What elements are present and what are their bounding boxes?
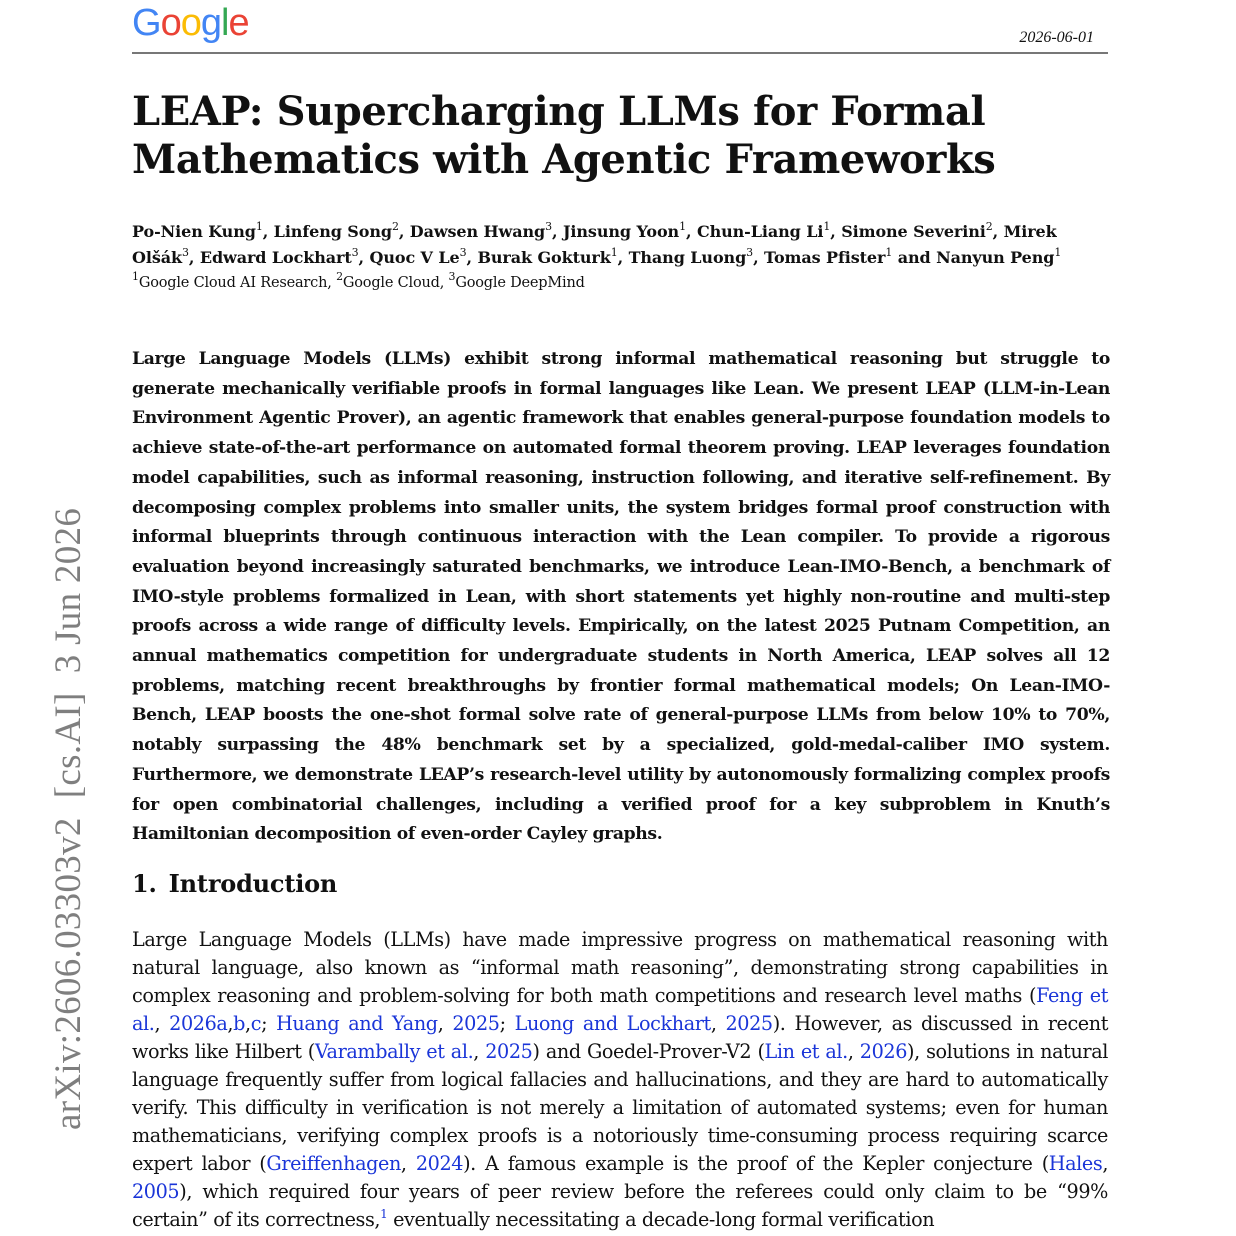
author-name: Simone Severini <box>841 222 986 241</box>
logo-letter-o1: o <box>160 2 181 44</box>
affiliation-name: Google DeepMind <box>455 275 585 291</box>
author-affiliation-marker: 3 <box>181 246 189 259</box>
section-number: 1. <box>132 869 157 898</box>
header-rule <box>132 52 1108 54</box>
intro-text: ), solutions in natural language frequently suffer from logical fallacies and hallucinations, and they are hard to automatically verify. This difficulty in verification is not merely a limitation of automated systems; even for human mathematicians, verifying complex proofs is a notoriously time-consuming process requiring scarce expert labor ( <box>132 1040 1108 1175</box>
affiliation-name: Google Cloud <box>342 275 440 291</box>
publication-date: 2026-06-01 <box>1019 29 1094 46</box>
author-affiliation-marker: 1 <box>610 246 618 259</box>
author-name: Tomas Pfister <box>764 248 886 267</box>
citation-link[interactable]: 2025 <box>485 1040 533 1063</box>
author-name: Burak Gokturk <box>477 248 611 267</box>
author-name: Chun-Liang Li <box>696 222 824 241</box>
section-heading <box>132 867 337 901</box>
citation-link[interactable]: c <box>250 1012 262 1035</box>
citation-link[interactable]: 2026a <box>169 1012 228 1035</box>
intro-text: , <box>245 1012 251 1035</box>
author-affiliation-marker: 1 <box>823 220 831 233</box>
author-affiliation-marker: 1 <box>255 220 263 233</box>
citation-link[interactable]: Feng et al. <box>132 984 1109 1035</box>
affiliations: $^1$Google Cloud AI Research, $^2$Google Cloud, $^3$Google DeepMind <box>132 270 585 291</box>
intro-text: , <box>1102 1152 1109 1175</box>
author-name: Po-Nien Kung <box>132 222 256 241</box>
intro-text: , <box>473 1040 486 1063</box>
author-affiliation-marker: 2 <box>985 220 993 233</box>
author-affiliation-marker: 3 <box>459 246 467 259</box>
citation-link[interactable]: b <box>233 1012 246 1035</box>
intro-paragraph <box>132 926 1108 1234</box>
intro-text: ; <box>499 1012 515 1035</box>
citation-link[interactable]: 2026 <box>859 1040 908 1063</box>
citation-link[interactable]: Hales <box>1048 1152 1103 1175</box>
author-affiliation-marker: 3 <box>351 246 359 259</box>
author-name: Mirek Olšák <box>132 222 1057 267</box>
section-title: Introduction <box>168 869 338 898</box>
affiliation-name: Google Cloud AI Research <box>138 275 328 291</box>
author-name: Jinsung Yoon <box>562 222 680 241</box>
arxiv-identifier: arXiv:2606.03303v2 [cs.AI] 3 Jun 2026 <box>48 507 89 1130</box>
author-affiliation-marker: 1 <box>885 246 893 259</box>
citation-link[interactable]: Huang and Yang <box>276 1012 438 1035</box>
logo-letter-g2: g <box>200 2 221 44</box>
intro-text: , <box>847 1040 860 1063</box>
intro-text: , <box>710 1012 726 1035</box>
author-name: Linfeng Song <box>273 222 392 241</box>
author-list: Po-Nien Kung$^1$, Linfeng Song$^2$, Dawsen Hwang$^3$, Jinsung Yoon$^1$, Chun-Liang Li$^1$, Simone Severini$^2$, Mirek Olšák$^3$, Edward Lockhart$^3$, Quoc V Le$^3$, Burak Gokturk$^1$, Thang Luong$^3$, Tomas Pfister$^1$ and Nanyun Peng$^1$ <box>132 220 1062 267</box>
author-affiliation-marker: 3 <box>746 246 754 259</box>
author-affiliation-marker: 1 <box>679 220 686 233</box>
author-separator: and <box>897 248 931 267</box>
paper-title: LEAP: Supercharging LLMs for Formal Mathematics with Agentic Frameworks <box>132 88 996 183</box>
intro-text: , <box>227 1012 234 1035</box>
author-name: Thang Luong <box>628 248 747 267</box>
author-affiliation-marker: 1 <box>1054 246 1062 259</box>
intro-text: , <box>400 1152 416 1175</box>
author-name: Nanyun Peng <box>936 248 1055 267</box>
logo-letter-l: l <box>220 2 229 44</box>
intro-text: Large Language Models (LLMs) have made impressive progress on mathematical reasoning with natural language, also known as “informal math reasoning”, demonstrating strong capabilities in complex reasoning and problem-solving for both math competitions and research level maths ( <box>132 928 1108 1007</box>
intro-text: eventually necessitating a decade-long formal verification <box>387 1208 935 1231</box>
citation-link[interactable]: Lin et al. <box>764 1040 848 1063</box>
intro-text: ) and Goedel-Prover-V2 ( <box>532 1040 765 1063</box>
intro-text: ; <box>261 1012 277 1035</box>
affiliation-number: 1 <box>132 270 139 283</box>
affiliation-number: 2 <box>336 270 343 283</box>
citation-link[interactable]: Greiffenhagen <box>266 1152 401 1175</box>
author-name: Dawsen Hwang <box>409 222 546 241</box>
citation-link[interactable]: Luong and Lockhart <box>514 1012 711 1035</box>
affiliation-number: 3 <box>448 270 456 283</box>
citation-link[interactable]: 2024 <box>415 1152 464 1175</box>
citation-link[interactable]: Varambally et al. <box>314 1040 474 1063</box>
logo-letter-e: e <box>228 2 249 44</box>
author-name: Edward Lockhart <box>199 248 352 267</box>
footnote-marker[interactable]: 1 <box>380 1207 388 1221</box>
intro-text: ). A famous example is the proof of the Kepler conjecture ( <box>463 1152 1049 1175</box>
citation-link[interactable]: 2005 <box>132 1180 180 1203</box>
intro-text: ), which required four years of peer review before the referees could only claim to be “99% certain” of its correctness, <box>132 1180 1108 1231</box>
logo-letter-o2: o <box>180 2 201 44</box>
google-logo <box>132 2 249 45</box>
citation-link[interactable]: 2025 <box>452 1012 500 1035</box>
abstract: Large Language Models (LLMs) exhibit strong informal mathematical reasoning but struggle to generate mechanically verifiable proofs in formal languages like Lean. We present LEAP (LLM-in-Lean Environment Agentic Prover), an agentic framework that enables general-purpose foundation models to achieve state-of-the-art performance on automated formal theorem proving. LEAP leverages foundation model capabilities, such as informal reasoning, instruction following, and iterative self-refinement. By decomposing complex problems into smaller units, the system bridges formal proof construction with informal blueprints through continuous interaction with the Lean compiler. To provide a rigorous evaluation beyond increasingly saturated benchmarks, we introduce Lean-IMO-Bench, a benchmark of IMO-style problems formalized in Lean, with short statements yet highly non-routine and multi-step proofs across a wide range of difficulty levels. Empirically, on the latest 2025 Putnam Competition, an annual mathematics competition for undergraduate students in North America, LEAP solves all 12 problems, matching recent breakthroughs by frontier formal mathematical models; On Lean-IMO-Bench, LEAP boosts the one-shot formal solve rate of general-purpose LLMs from below 10% to 70%, notably surpassing the 48% benchmark set by a specialized, gold-medal-caliber IMO system. Furthermore, we demonstrate LEAP’s research-level utility by autonomously formalizing complex proofs for open combinatorial challenges, including a verified proof for a key subproblem in Knuth’s Hamiltonian decomposition of even-order Cayley graphs. <box>132 349 1110 845</box>
intro-text: ). However, as discussed in recent works like Hilbert ( <box>132 1012 1109 1063</box>
author-name: Quoc V Le <box>369 248 460 267</box>
intro-text: , <box>437 1012 453 1035</box>
intro-text: , <box>154 1012 170 1035</box>
author-affiliation-marker: 3 <box>545 220 552 233</box>
author-affiliation-marker: 2 <box>391 220 399 233</box>
citation-link[interactable]: 2025 <box>725 1012 773 1035</box>
logo-letter-g: G <box>132 2 161 44</box>
